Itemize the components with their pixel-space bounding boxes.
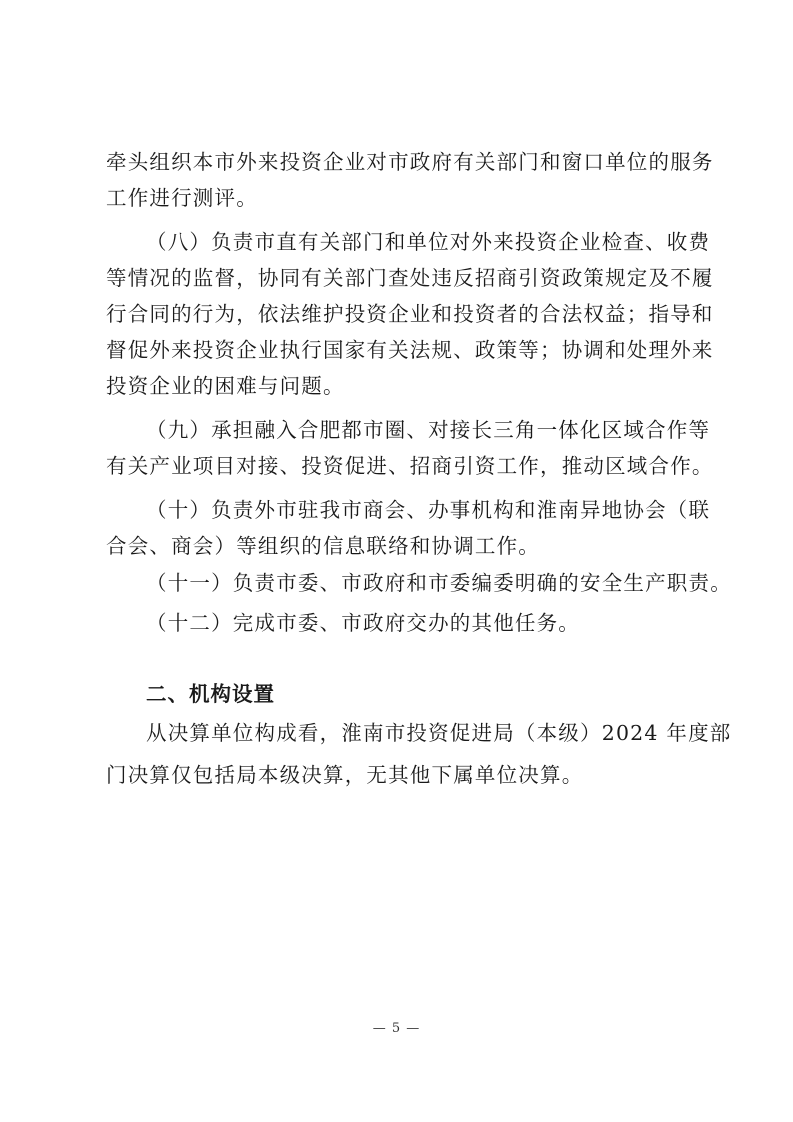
paragraph-line: 有关产业项目对接、投资促进、招商引资工作，推动区域合作。 (106, 454, 714, 478)
paragraph-line: 合会、商会）等组织的信息联络和协调工作。 (106, 534, 540, 558)
paragraph-line: 投资企业的困难与问题。 (106, 374, 345, 398)
paragraph-line: 门决算仅包括局本级决算，无其他下属单位决算。 (106, 763, 584, 787)
paragraph-line: （十）负责外市驻我市商会、办事机构和淮南异地协会（联 (146, 498, 711, 522)
paragraph-line: 等情况的监督，协同有关部门查处违反招商引资政策规定及不履 (106, 266, 714, 290)
paragraph-line: （十一）负责市委、市政府和市委编委明确的安全生产职责。 (146, 571, 732, 595)
section-heading: 二、机构设置 (146, 682, 275, 706)
paragraph-line: 牵头组织本市外来投资企业对市政府有关部门和窗口单位的服务 (106, 150, 714, 174)
paragraph-line: 行合同的行为，依法维护投资企业和投资者的合法权益；指导和 (106, 302, 714, 326)
paragraph-line: 工作进行测评。 (106, 186, 258, 210)
paragraph-line: （十二）完成市委、市政府交办的其他任务。 (146, 611, 580, 635)
page-number: — 5 — (372, 1021, 421, 1036)
paragraph-line: 督促外来投资企业执行国家有关法规、政策等；协调和处理外来 (106, 338, 714, 362)
paragraph-line: （九）承担融入合肥都市圈、对接长三角一体化区域合作等 (146, 418, 711, 442)
paragraph-line: 从决算单位构成看，淮南市投资促进局（本级）2024 年度部 (146, 721, 732, 745)
paragraph-line: （八）负责市直有关部门和单位对外来投资企业检查、收费 (146, 230, 711, 254)
